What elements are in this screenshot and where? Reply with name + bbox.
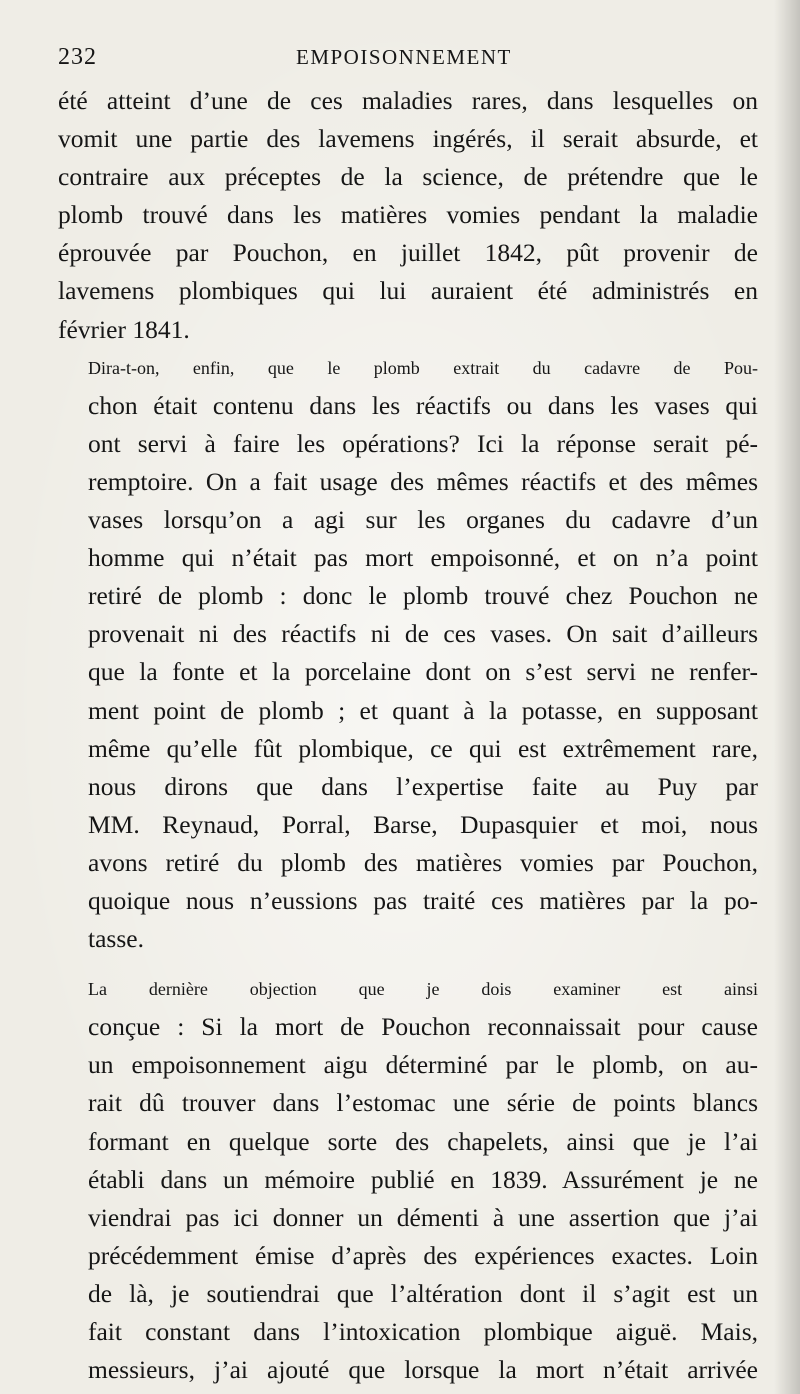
running-title: EMPOISONNEMENT [296, 45, 512, 69]
running-head [58, 40, 758, 76]
page-gutter-shadow [774, 0, 800, 1394]
text-line: ont servi à faire les opérations? Ici la réponse serait pé- [88, 428, 758, 458]
text-line: précédemment émise d’après des expériences exactes. Loin [88, 1240, 758, 1270]
text-line: que la fonte et la porcelaine dont on s’est servi ne renfer- [88, 657, 758, 687]
text-line: tasse. [88, 924, 144, 954]
text-line: retiré de plomb : donc le plomb trouvé chez Pouchon ne [88, 581, 758, 611]
text-line: messieurs, j’ai ajouté que lorsque la mort n’était arrivée [88, 1355, 758, 1385]
paragraph-3 [58, 970, 758, 1389]
text-line: quoique nous n’eussions pas traité ces matières par la po- [88, 885, 758, 915]
text-line: ment point de plomb ; et quant à la potasse, en supposant [88, 695, 758, 725]
text-line: viendrai pas ici donner un démenti à une assertion que j’ai [88, 1202, 758, 1232]
text-line: avons retiré du plomb des matières vomies par Pouchon, [88, 847, 758, 877]
text-line: remptoire. On a fait usage des mêmes réactifs et des mêmes [88, 466, 758, 496]
text-line: lavemens plombiques qui lui auraient été administrés en [58, 276, 758, 306]
text-line: homme qui n’était pas mort empoisonné, et on n’a point [88, 543, 758, 573]
text-line: même qu’elle fût plombique, ce qui est extrêmement rare, [88, 733, 758, 763]
text-line: éprouvée par Pouchon, en juillet 1842, pût provenir de [58, 238, 758, 268]
text-line: Dira-t-on, enfin, que le plomb extrait du cadavre de Pou- [88, 357, 758, 378]
text-line: de là, je soutiendrai que l’altération dont il s’agit est un [88, 1278, 758, 1308]
text-line: été atteint d’une de ces maladies rares, dans lesquelles on [58, 86, 758, 115]
text-line: vases lorsqu’on a agi sur les organes du cadavre d’un [88, 505, 758, 535]
text-line: MM. Reynaud, Porral, Barse, Dupasquier et moi, nous [88, 809, 758, 839]
text-line: La dernière objection que je dois examiner est ainsi [88, 979, 758, 1000]
text-line: provenait ni des réactifs ni de ces vases. On sait d’ailleurs [88, 619, 758, 649]
text-line: conçue : Si la mort de Pouchon reconnaissait pour cause [88, 1012, 758, 1042]
paragraph-1 [58, 82, 758, 349]
body-text [58, 82, 758, 1389]
text-line: nous dirons que dans l’expertise faite au Puy par [88, 771, 758, 801]
text-line: plomb trouvé dans les matières vomies pendant la maladie [58, 200, 758, 230]
text-line: contraire aux préceptes de la science, de prétendre que le [58, 162, 758, 192]
page-number: 232 [58, 44, 97, 70]
text-line: chon était contenu dans les réactifs ou dans les vases qui [88, 390, 758, 420]
text-line: vomit une partie des lavemens ingérés, il serait absurde, et [58, 124, 758, 154]
text-line: rait dû trouver dans l’estomac une série de points blancs [88, 1088, 758, 1118]
text-line: formant en quelque sorte des chapelets, ainsi que je l’ai [88, 1126, 758, 1156]
paragraph-2 [58, 349, 758, 959]
text-line: fait constant dans l’intoxication plombique aiguë. Mais, [88, 1317, 758, 1346]
text-line: un empoisonnement aigu déterminé par le plomb, on au- [88, 1050, 758, 1080]
text-line: établi dans un mémoire publié en 1839. Assurément je ne [88, 1164, 758, 1194]
text-line: février 1841. [58, 314, 190, 344]
